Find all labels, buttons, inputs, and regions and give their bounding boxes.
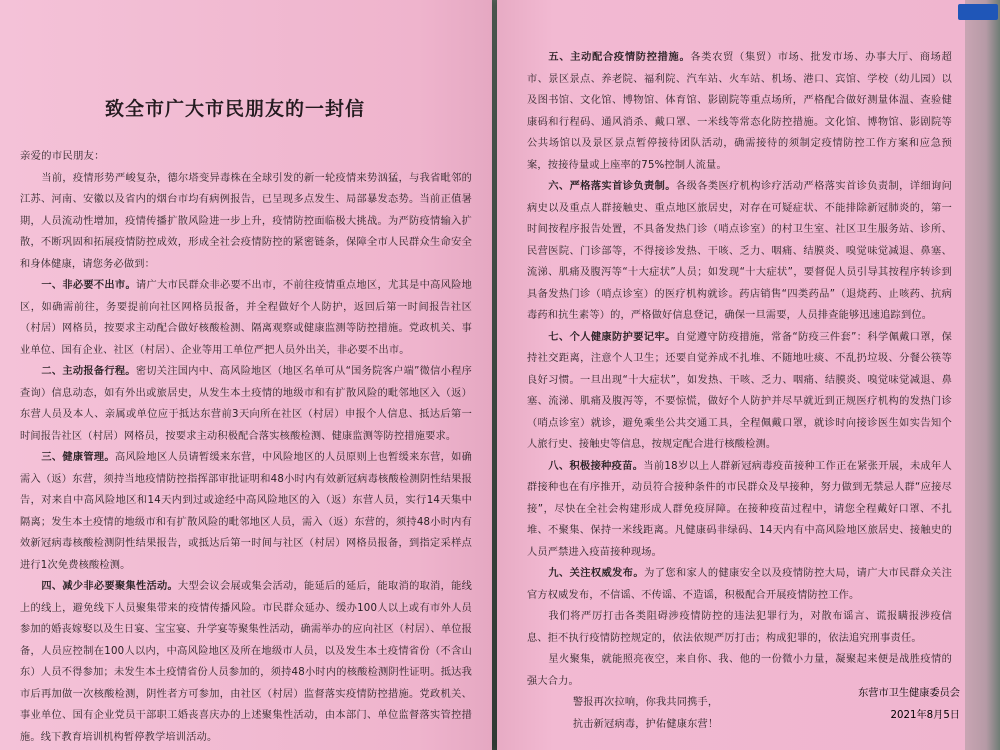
right-page-text <box>527 47 952 735</box>
left-page-text <box>20 146 472 748</box>
section-body: 高风险地区人员请暂缓来东营，中风险地区的人员原则上也暂缓来东营，如确需入（返）东营，须持当地疫情防控指挥部审批证明和48小时内有效新冠病毒核酸检测阴性结果报告，对来自中高风险地区和14天内到过或途经中高风险地区的入（返）东营人员，实行14天集中隔离；发生本土疫情的地级市和有扩散风险的毗邻地区人员，需入（返）东营的，须持48小时内有效新冠病毒核酸检测阴性结果报告，或抵达后第一时间与社区（村居）网格员报备，到指定采样点进行1次免费核酸检测。 <box>20 452 473 571</box>
letter-page-left <box>0 0 492 750</box>
letter-greeting: 亲爱的市民朋友： <box>20 150 105 162</box>
section-body: 各级各类医疗机构诊疗活动严格落实首诊负责制，详细询问病史以及重点人群接触史、重点地区旅居史，对存在可疑症状、不能排除新冠肺炎的，第一时间按程序报告处置，不具备发热门诊（哨点诊室）的村卫生室、社区卫生服务站、诊所、民营医院、门诊部等，不得接诊发热、干咳、乏力、咽痛、结膜炎、嗅觉味觉减退、鼻塞、流涕、肌痛及腹泻等“十大症状”人员；如发现“十大症状”，要督促人员引导其按程序转诊到具备发热门诊（哨点诊室）的医疗机构就诊。药店销售“四类药品”（退烧药、止咳药、抗病毒药和抗生素等）的，严格做好信息登记，确保一旦需要，人员排查能够迅速追踪到位。 <box>527 181 952 321</box>
section-6 <box>527 176 952 327</box>
section-heading: 五、主动配合疫情防控措施。 <box>548 52 691 63</box>
section-heading: 四、减少非必要聚集性活动。 <box>41 581 178 592</box>
section-9 <box>527 563 952 606</box>
letter-page-right <box>497 0 965 750</box>
section-body: 自觉遵守防疫措施，常备“防疫三件套”：科学佩戴口罩，保持社交距离，注意个人卫生；还要自觉养成不扎堆、不随地吐痰、不乱扔垃圾、分餐公筷等良好习惯。一旦出现“十大症状”，如发热、干咳、乏力、咽痛、结膜炎、嗅觉味觉减退、鼻塞、流涕、肌痛及腹泻等，不要惊慌，做好个人防护并尽早就近到正规医疗机构的发热门诊（哨点诊室）就诊，避免乘坐公共交通工具，全程佩戴口罩，就诊时向接诊医生如实告知个人旅行史、接触史等信息，按规定配合进行核酸检测。 <box>527 331 953 450</box>
signature-block <box>810 683 960 727</box>
section-3 <box>20 447 472 576</box>
section-heading: 二、主动报备行程。 <box>41 366 136 377</box>
closing-line: 警报再次拉响，你我共同携手， <box>572 697 719 708</box>
section-body: 大型会议会展或集会活动，能延后的延后，能取消的取消，能线上的线上，避免线下人员聚集带来的疫情传播风险。市民群众延办、缓办100人以上或有市外人员参加的婚丧嫁娶以及生日宴、宝宝宴、升学宴等聚集性活动，确需举办的应向社区（村居）、单位报备，人员应控制在100人以内，中高风险地区及所在地级市人员，以及发生本土疫情省份（不含山东）人员不得参加；未发生本土疫情省份人员参加的，须持48小时内的核酸检测阴性证明。抵达我市后再加做一次核酸检测，阴性者方可参加，由社区（村居）监督落实疫情防控措施。党政机关、事业单位、国有企业党员干部职工婚丧喜庆办的上述聚集性活动，由本部门、单位监督落实管控措施。线下教育培训机构暂停教学培训活动。 <box>20 581 472 743</box>
section-heading: 一、非必要不出市。 <box>41 280 136 291</box>
section-heading: 八、积极接种疫苗。 <box>548 460 644 472</box>
section-8 <box>527 456 952 564</box>
section-body: 为了您和家人的健康安全以及疫情防控大局，请广大市民群众关注官方权威发布，不信谣、不传谣、不造谣，积极配合开展疫情防控工作。 <box>527 568 953 601</box>
section-heading: 六、严格落实首诊负责制。 <box>548 181 676 192</box>
closing-line: 抗击新冠病毒，护佑健康东营！ <box>572 718 719 730</box>
section-heading: 九、关注权威发布。 <box>548 568 645 579</box>
section-heading: 七、个人健康防护要记牢。 <box>548 331 676 343</box>
section-7 <box>527 327 952 456</box>
letter-intro: 当前，疫情形势严峻复杂，德尔塔变异毒株在全球引发的新一轮疫情来势汹猛，与我省毗邻的江苏、河南、安徽以及省内的烟台市均有病例报告，已呈现多点发生、局部暴发态势。当前正值暑期，人员流动性增加，疫情传播扩散风险进一步上升，疫情防控面临极大挑战。为严防疫情输入扩散，不断巩固和拓展疫情防控成效，形成全社会疫情防控的紧密链条，保障全市人民群众生命安全和身体健康，请您务必做到： <box>20 172 472 270</box>
warning-paragraph: 我们将严厉打击各类阻碍涉疫情防控的违法犯罪行为，对散布谣言、谎报瞒报涉疫信息、拒不执行疫情防控规定的，依法依规严厉打击；构成犯罪的，依法追究刑事责任。 <box>527 611 952 644</box>
section-1 <box>20 275 472 361</box>
letter-title: 致全市广大市民朋友的一封信 <box>105 98 366 120</box>
section-body: 当前18岁以上人群新冠病毒疫苗接种工作正在紧张开展，未成年人群接种也在有序推开，动员符合接种条件的市民群众及早接种，努力做到无禁忌人群“应接尽接”，尽快在全社会构建形成人群免疫屏障。在接种疫苗过程中，请您全程戴好口罩、不扎堆、不聚集、保持一米线距离。凡健康码非绿码、14天内有中高风险地区旅居史、接触史的人员严禁进入疫苗接种现场。 <box>527 460 952 558</box>
section-4 <box>20 576 472 748</box>
signature-date: 2021年8月5日 <box>890 710 960 721</box>
signature-org: 东营市卫生健康委员会 <box>858 688 960 699</box>
section-body: 密切关注国内中、高风险地区（地区名单可从“国务院客户端”微信小程序查询）信息动态，如有外出或旅居史，从发生本土疫情的地级市和有扩散风险的毗邻地区入（返）东营人员及本人、亲属或单位应于抵达东营前3天向所在社区（村居）申报个人信息、抵达后第一时间报告社区（村居）网格员，按要求主动积极配合落实核酸检测、健康监测等防控措施要求。 <box>20 366 472 442</box>
corner-tab <box>958 4 998 20</box>
section-body: 各类农贸（集贸）市场、批发市场、办事大厅、商场超市、景区景点、养老院、福利院、汽车站、火车站、机场、港口、宾馆、学校（幼儿园）以及图书馆、文化馆、博物馆、体育馆、影剧院等重点场所，严格配合做好测量体温、查验健康码和行程码、通风消杀、戴口罩、一米线等常态化防控措施。文化馆、博物馆、影剧院等公共场馆以及景区景点暂停接待团队活动，确需接待的须制定疫情防控工作方案和应急预案，按接待量或上座率的75%控制人流量。 <box>527 52 952 171</box>
section-5 <box>527 47 952 176</box>
next-page-edge <box>965 0 1000 750</box>
section-heading: 三、健康管理。 <box>41 452 115 463</box>
section-body: 请广大市民群众非必要不出市，不前往疫情重点地区，尤其是中高风险地区，如确需前往，务要提前向社区网格员报备，并全程做好个人防护，返回后第一时间报告社区（村居）网格员，按要求主动配合做好核酸检测、隔离观察或健康监测等防控措施。党政机关、事业单位、国有企业、社区（村居）、企业等用工单位严把人员外出关，非必要不出市。 <box>20 280 472 356</box>
section-2 <box>20 361 472 447</box>
appeal-paragraph: 星火聚集，就能照亮夜空，来自你、我、他的一份微小力量，凝聚起来便是战胜疫情的强大合力。 <box>527 654 952 687</box>
